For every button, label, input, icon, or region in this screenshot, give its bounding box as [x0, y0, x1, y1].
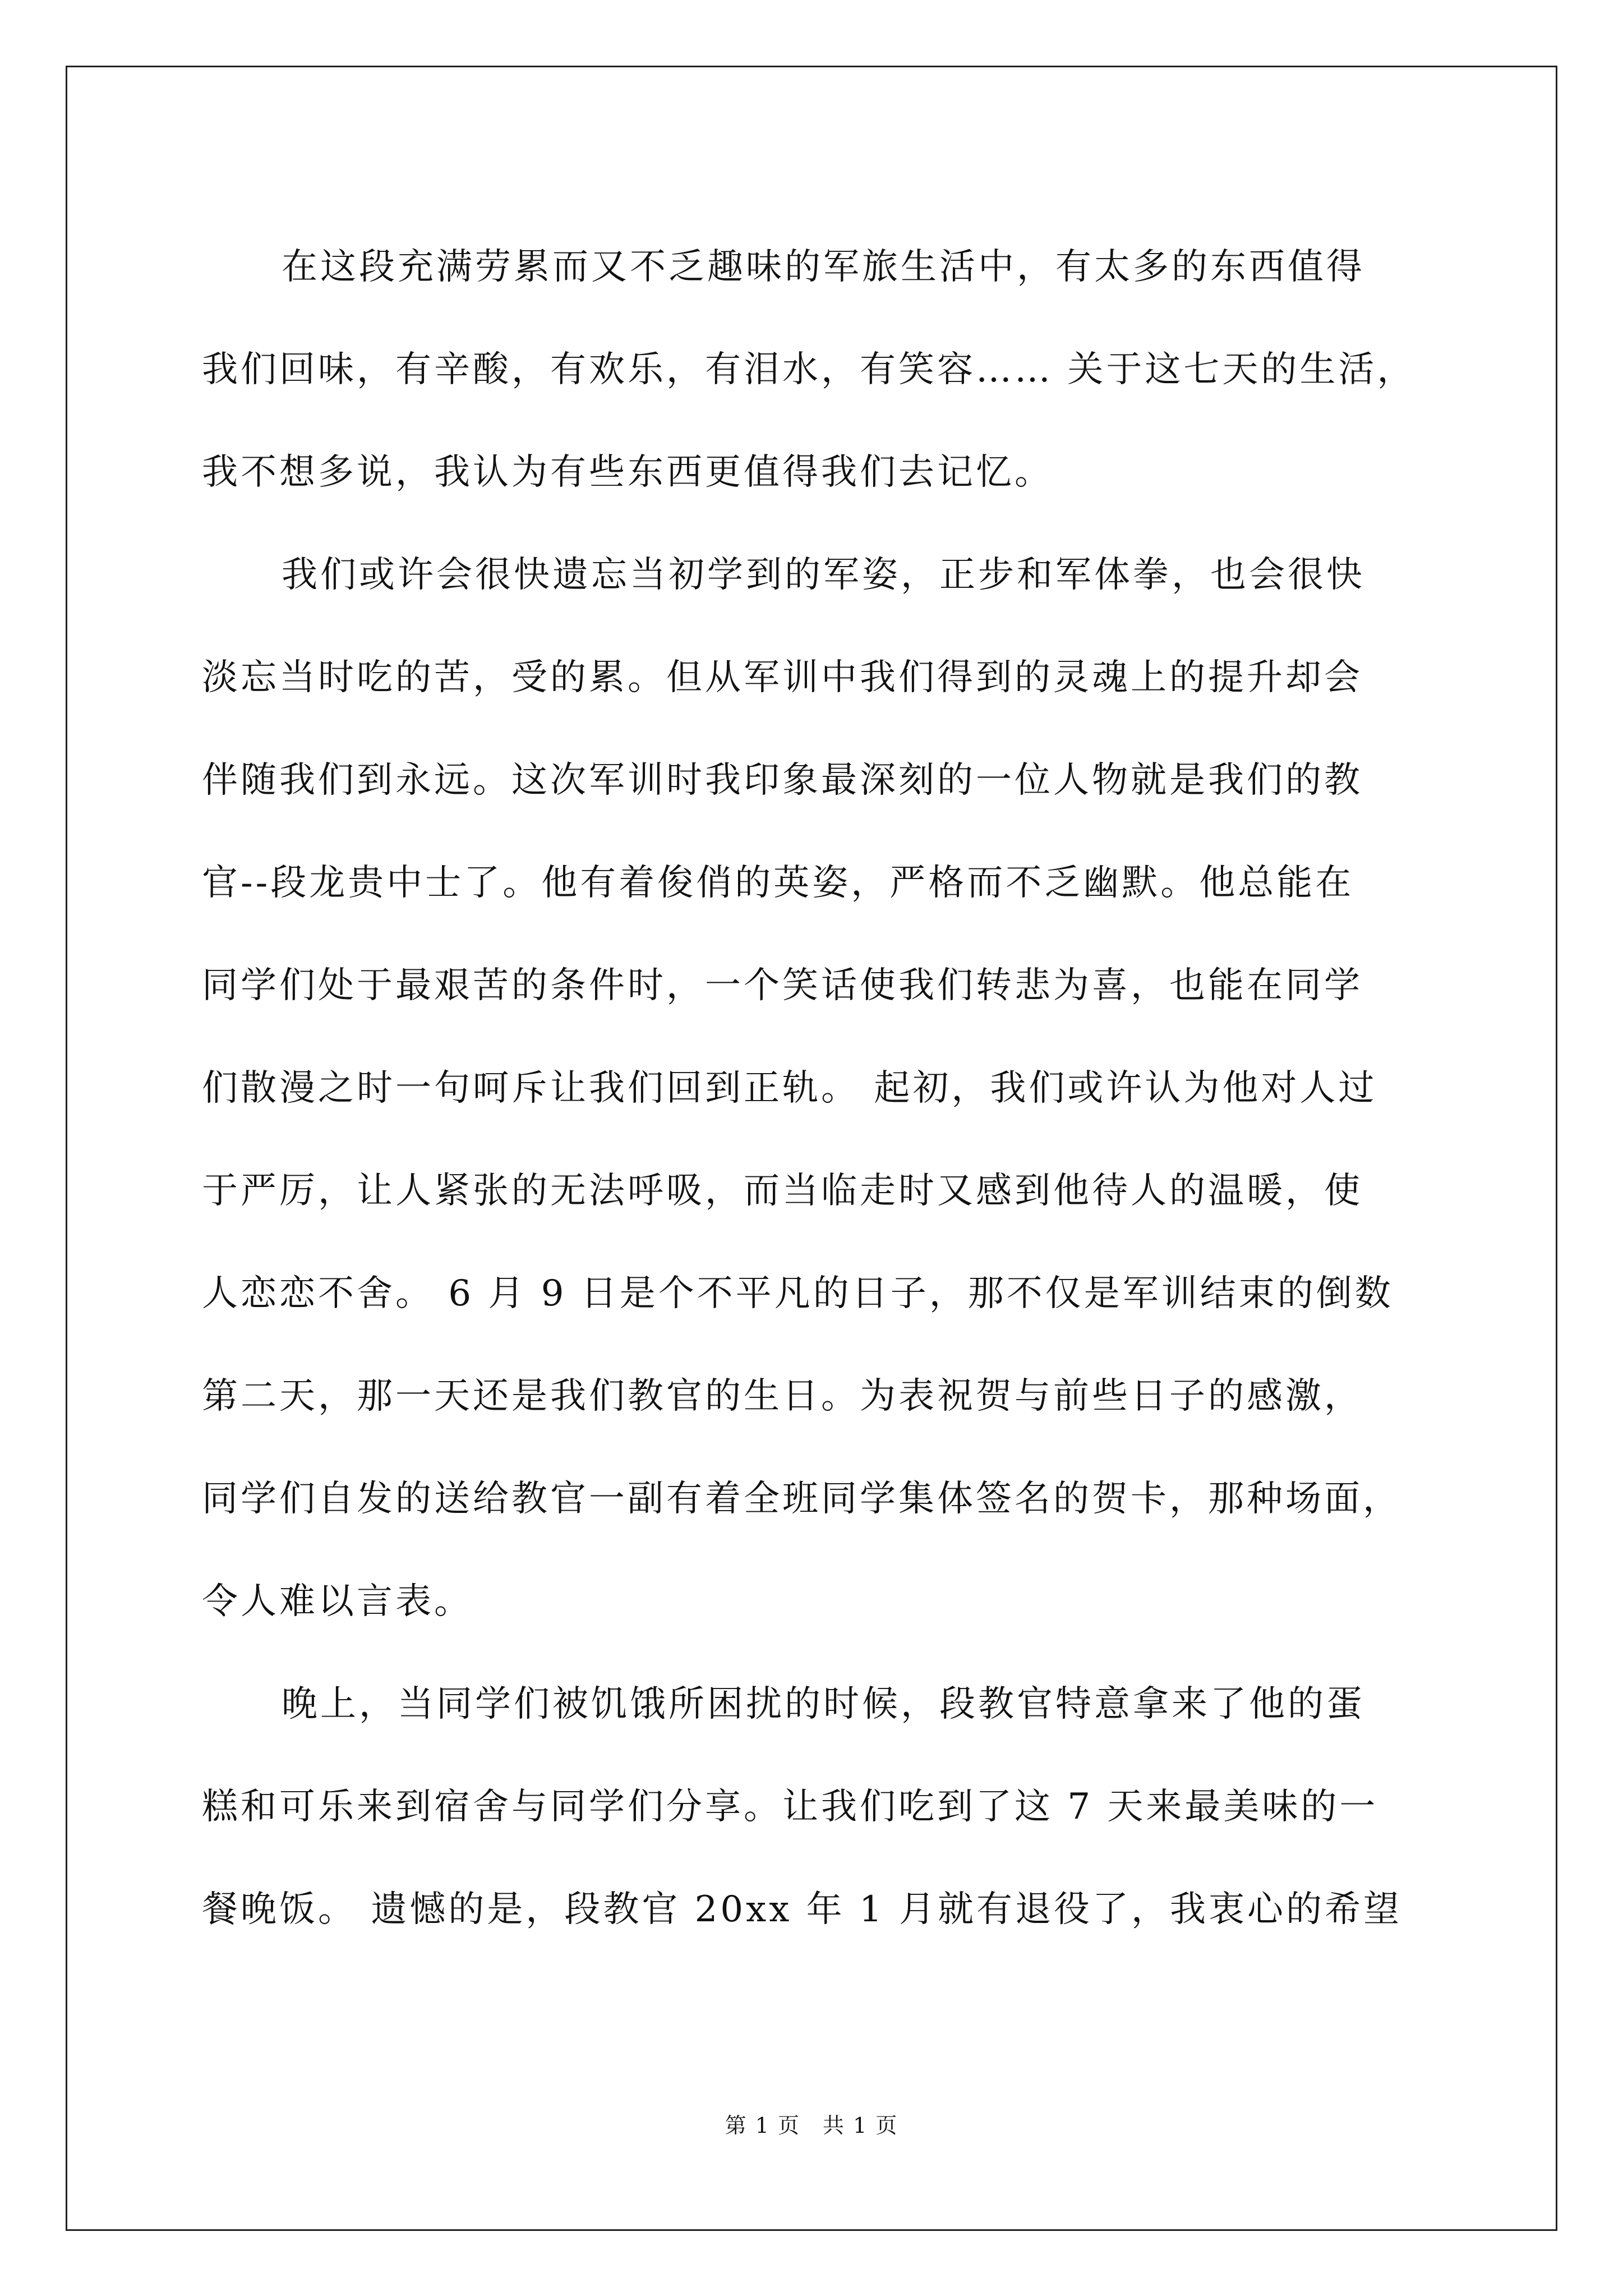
paragraph-line: 我们或许会很快遗忘当初学到的军姿，正步和军体拳，也会很快 [282, 554, 1365, 596]
paragraph-line: 在这段充满劳累而又不乏趣味的军旅生活中，有太多的东西值得 [282, 246, 1365, 288]
paragraph-line: 伴随我们到永远。这次军训时我印象最深刻的一位人物就是我们的教 [202, 760, 1363, 801]
paragraph-line: 晚上，当同学们被饥饿所困扰的时候，段教官特意拿来了他的蛋 [282, 1683, 1365, 1725]
paragraph-line: 第二天，那一天还是我们教官的生日。为表祝贺与前些日子的感激， [202, 1375, 1363, 1417]
paragraph-line: 人恋恋不舍。 6 月 9 日是个不平凡的日子，那不仅是军训结束的倒数 [202, 1273, 1394, 1314]
paragraph-line: 们散漫之时一句呵斥让我们回到正轨。 起初，我们或许认为他对人过 [202, 1068, 1377, 1109]
paragraph-1 [202, 216, 1430, 524]
paragraph-line: 同学们处于最艰苦的条件时，一个笑话使我们转悲为喜，也能在同学 [202, 965, 1363, 1006]
paragraph-line: 糕和可乐来到宿舍与同学们分享。让我们吃到了这 7 天来最美味的一 [202, 1786, 1378, 1828]
page-number-footer: 第 1 页 共 1 页 [725, 2113, 898, 2138]
paragraph-3 [202, 1653, 1430, 1961]
paragraph-line: 同学们自发的送给教官一副有着全班同学集体签名的贺卡，那种场面， [202, 1478, 1401, 1520]
document-body [202, 216, 1430, 1961]
paragraph-line: 令人难以言表。 [202, 1581, 473, 1622]
paragraph-line: 官--段龙贵中士了。他有着俊俏的英姿，严格而不乏幽默。他总能在 [202, 862, 1354, 904]
paragraph-2 [202, 524, 1430, 1653]
paragraph-line: 我们回味，有辛酸，有欢乐，有泪水，有笑容…… 关于这七天的生活， [202, 349, 1416, 390]
paragraph-line: 我不想多说，我认为有些东西更值得我们去记忆。 [202, 452, 1053, 493]
paragraph-line: 于严厉，让人紧张的无法呼吸，而当临走时又感到他待人的温暖，使 [202, 1170, 1363, 1212]
paragraph-line: 淡忘当时吃的苦，受的累。但从军训中我们得到的灵魂上的提升却会 [202, 657, 1363, 698]
paragraph-line: 餐晚饭。 遗憾的是，段教官 20xx 年 1 月就有退役了，我衷心的希望 [202, 1889, 1403, 1930]
